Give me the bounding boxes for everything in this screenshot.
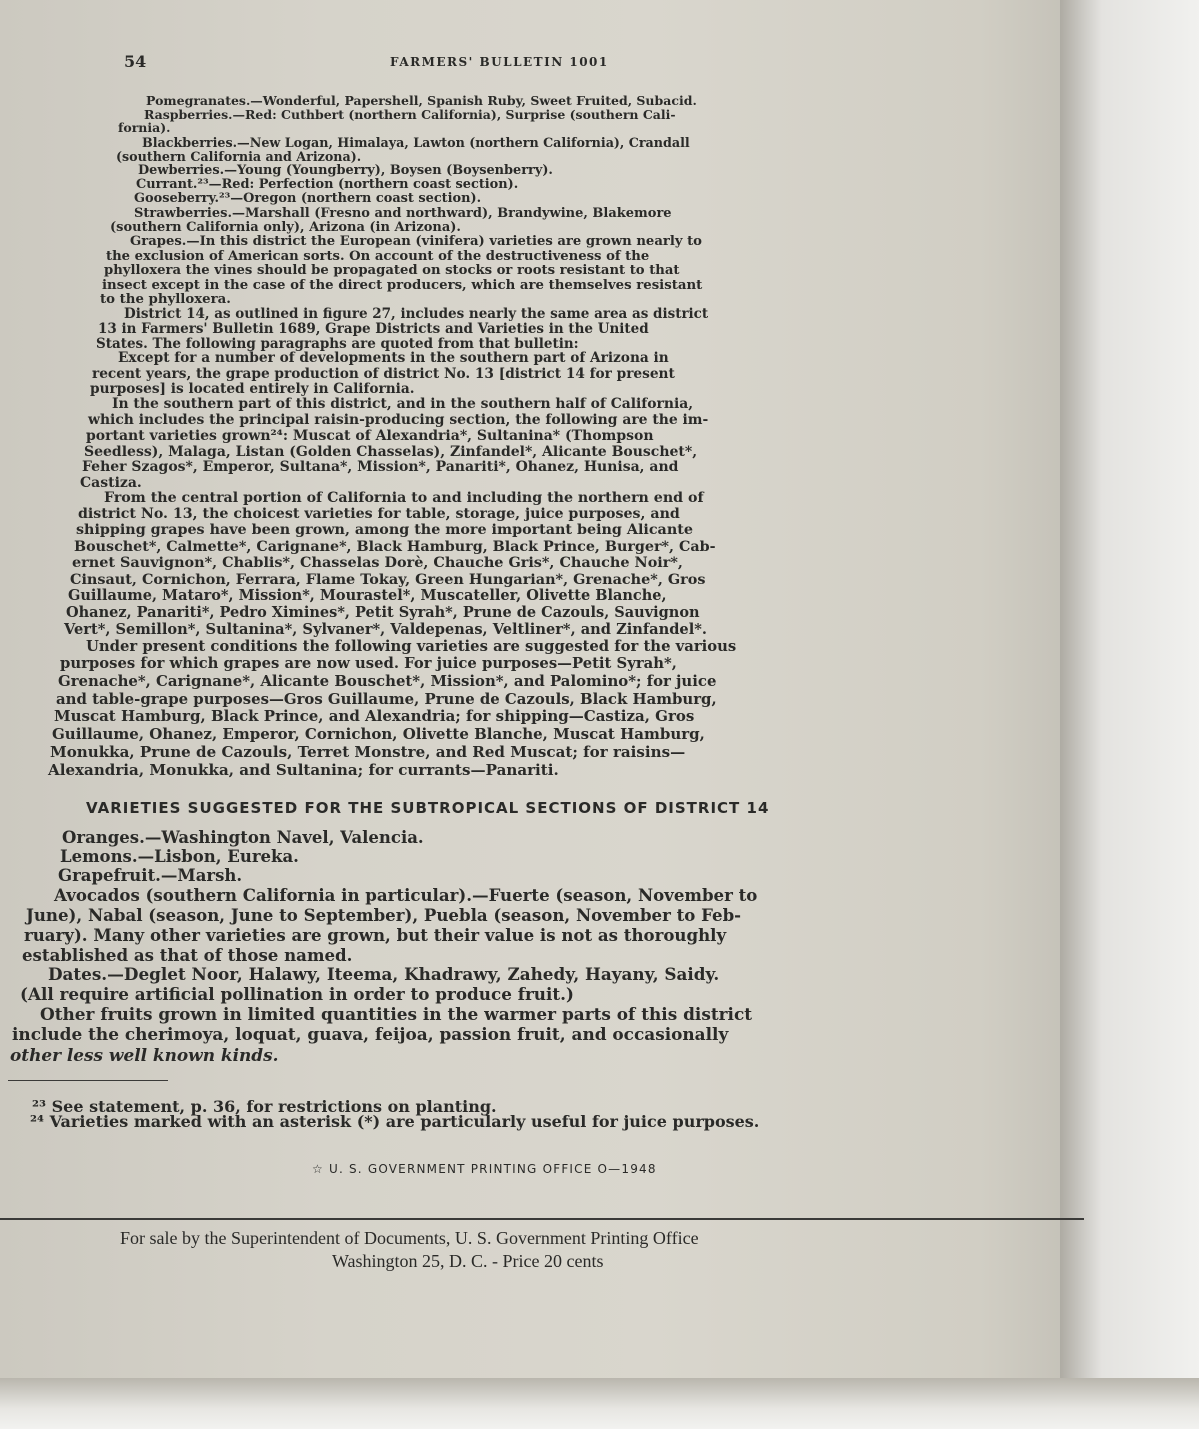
- text-line: phylloxera the vines should be propagated on stocks or roots resistant to that: [104, 263, 680, 278]
- page-number: 54: [124, 52, 147, 71]
- running-head: FARMERS' BULLETIN 1001: [390, 55, 609, 69]
- text-line: which includes the principal raisin-producing section, the following are the im-: [88, 412, 709, 428]
- text-line: ernet Sauvignon*, Chablis*, Chasselas Dorè, Chauche Gris*, Chauche Noir*,: [72, 554, 683, 571]
- text-line: other less well known kinds.: [10, 1045, 279, 1065]
- text-line: June), Nabal (season, June to September), Puebla (season, November to Feb-: [26, 905, 742, 925]
- text-line: ruary). Many other varieties are grown, but their value is not as thoroughly: [24, 925, 727, 945]
- text-line: (All require artificial pollination in order to produce fruit.): [20, 984, 574, 1004]
- text-line: recent years, the grape production of district No. 13 [district 14 for present: [92, 366, 675, 382]
- text-line: Monukka, Prune de Cazouls, Terret Monstre, and Red Muscat; for raisins—: [50, 743, 686, 761]
- text-line: Guillaume, Mataro*, Mission*, Mourastel*, Muscateller, Olivette Blanche,: [68, 587, 667, 604]
- text-line: (southern California and Arizona).: [116, 149, 362, 164]
- text-line: 13 in Farmers' Bulletin 1689, Grape Districts and Varieties in the United: [98, 321, 649, 337]
- text-line: Dewberries.—Young (Youngberry), Boysen (Boysenberry).: [138, 163, 553, 178]
- footnote-23: ²³ See statement, p. 36, for restrictions on planting.: [32, 1097, 497, 1116]
- section-heading: VARIETIES SUGGESTED FOR THE SUBTROPICAL SECTIONS OF DISTRICT 14: [86, 799, 770, 817]
- text-line: Dates.—Deglet Noor, Halawy, Iteema, Khadrawy, Zahedy, Hayany, Saidy.: [48, 964, 720, 984]
- text-line: purposes] is located entirely in California.: [90, 381, 415, 397]
- text-line: Cinsaut, Cornichon, Ferrara, Flame Tokay, Green Hungarian*, Grenache*, Gros: [70, 571, 706, 588]
- text-line: include the cherimoya, loquat, guava, feijoa, passion fruit, and occasionally: [12, 1024, 729, 1044]
- text-line: In the southern part of this district, and in the southern half of California,: [112, 396, 694, 412]
- text-line: Grenache*, Carignane*, Alicante Bouschet*, Mission*, and Palomino*; for juice: [58, 672, 717, 690]
- text-line: purposes for which grapes are now used. For juice purposes—Petit Syrah*,: [60, 655, 677, 672]
- text-line: Vert*, Semillon*, Sultanina*, Sylvaner*, Valdepenas, Veltliner*, and Zinfandel*.: [64, 621, 707, 638]
- printing-office-imprint: ☆ U. S. GOVERNMENT PRINTING OFFICE O—1948: [312, 1162, 657, 1176]
- text-line: Bouschet*, Calmette*, Carignane*, Black Hamburg, Black Prince, Burger*, Cab-: [74, 539, 716, 555]
- footnote-rule: [8, 1080, 168, 1081]
- text-line: States. The following paragraphs are quoted from that bulletin:: [96, 336, 579, 352]
- page-bottom-edge: [0, 1378, 1199, 1429]
- text-line: Other fruits grown in limited quantities in the warmer parts of this district: [40, 1004, 753, 1024]
- text-line: Feher Szagos*, Emperor, Sultana*, Mission*, Panariti*, Ohanez, Hunisa, and: [82, 459, 679, 475]
- text-line: Castiza.: [80, 475, 142, 491]
- text-line: District 14, as outlined in figure 27, includes nearly the same area as district: [124, 306, 709, 322]
- sale-notice-line-2: Washington 25, D. C. - Price 20 cents: [332, 1251, 604, 1271]
- text-line: Under present conditions the following varieties are suggested for the various: [86, 638, 737, 655]
- text-line: established as that of those named.: [22, 945, 353, 965]
- text-line: Ohanez, Panariti*, Pedro Ximines*, Petit Syrah*, Prune de Cazouls, Sauvignon: [66, 604, 700, 621]
- page-edge: [1060, 0, 1199, 1429]
- text-line: From the central portion of California to and including the northern end of: [104, 490, 704, 506]
- text-line: district No. 13, the choicest varieties for table, storage, juice purposes, and: [78, 506, 680, 522]
- text-line: Strawberries.—Marshall (Fresno and northward), Brandywine, Blakemore: [134, 206, 672, 221]
- text-line: and table-grape purposes—Gros Guillaume, Prune de Cazouls, Black Hamburg,: [56, 690, 717, 708]
- page-header: [0, 52, 1060, 74]
- text-line: Oranges.—Washington Navel, Valencia.: [62, 828, 424, 847]
- text-line: insect except in the case of the direct producers, which are themselves resistant: [102, 278, 703, 293]
- text-line: to the phylloxera.: [100, 292, 231, 307]
- text-line: Except for a number of developments in the southern part of Arizona in: [118, 350, 669, 366]
- text-line: Raspberries.—Red: Cuthbert (northern California), Surprise (southern Cali-: [144, 107, 676, 122]
- text-line: Seedless), Malaga, Listan (Golden Chasselas), Zinfandel*, Alicante Bouschet*,: [84, 444, 698, 460]
- text-line: Currant.²³—Red: Perfection (northern coast section).: [136, 177, 519, 192]
- text-line: shipping grapes have been grown, among the more important being Alicante: [76, 522, 693, 538]
- text-line: the exclusion of American sorts. On account of the destructiveness of the: [106, 249, 650, 264]
- text-line: (southern California only), Arizona (in Arizona).: [110, 220, 461, 235]
- text-line: Alexandria, Monukka, and Sultanina; for currants—Panariti.: [48, 761, 559, 779]
- text-line: Pomegranates.—Wonderful, Papershell, Spanish Ruby, Sweet Fruited, Subacid.: [146, 93, 697, 108]
- text-line: fornia).: [118, 120, 171, 135]
- text-line: Guillaume, Ohanez, Emperor, Cornichon, Olivette Blanche, Muscat Hamburg,: [52, 725, 705, 743]
- text-line: Avocados (southern California in particular).—Fuerte (season, November to: [54, 885, 758, 905]
- sale-notice-line-1: For sale by the Superintendent of Documents, U. S. Government Printing Office: [120, 1228, 699, 1248]
- text-line: portant varieties grown²⁴: Muscat of Alexandria*, Sultanina* (Thompson: [86, 428, 654, 444]
- text-line: Grapefruit.—Marsh.: [58, 866, 243, 885]
- text-line: Blackberries.—New Logan, Himalaya, Lawton (northern California), Crandall: [142, 135, 690, 150]
- sale-rule: [0, 1218, 1084, 1220]
- text-line: Muscat Hamburg, Black Prince, and Alexandria; for shipping—Castiza, Gros: [54, 707, 695, 725]
- text-line: Grapes.—In this district the European (vinifera) varieties are grown nearly to: [130, 234, 702, 249]
- text-line: Gooseberry.²³—Oregon (northern coast section).: [134, 191, 482, 206]
- text-line: Lemons.—Lisbon, Eureka.: [60, 847, 299, 866]
- footnote-24: ²⁴ Varieties marked with an asterisk (*) are particularly useful for juice purposes.: [30, 1112, 760, 1131]
